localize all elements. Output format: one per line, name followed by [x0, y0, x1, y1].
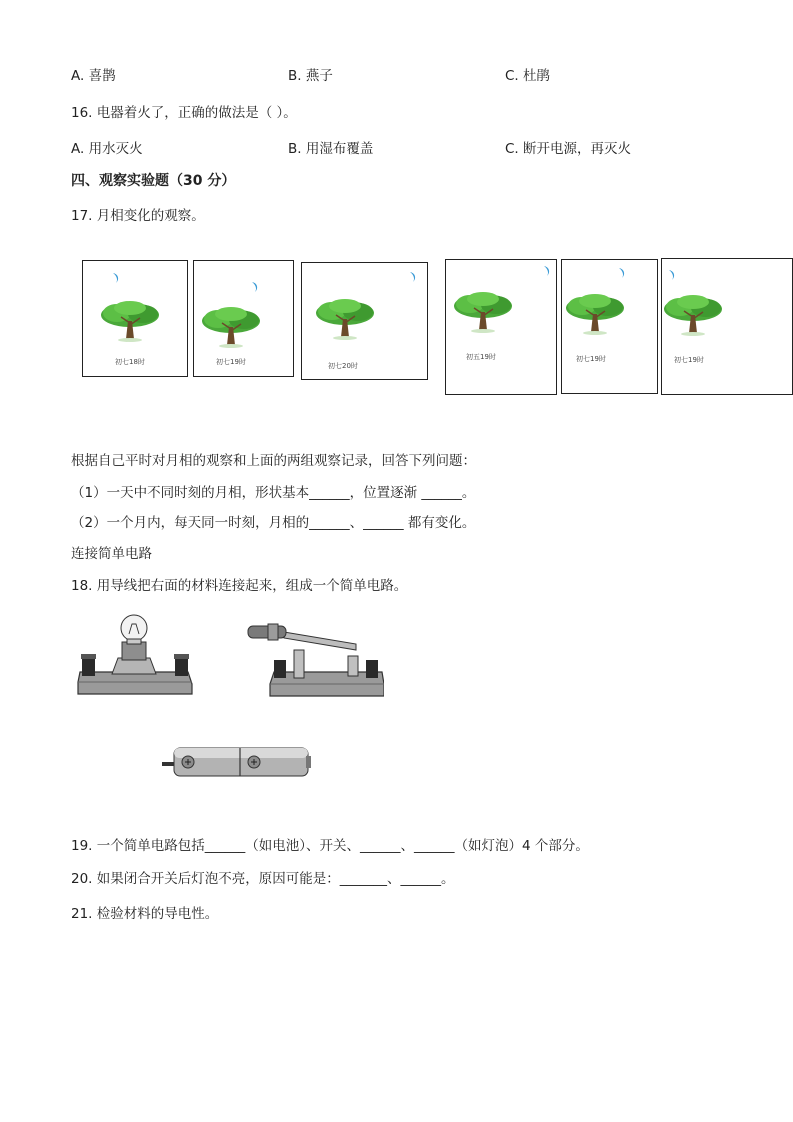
moon-panel	[193, 260, 294, 377]
q17-stem: 17. 月相变化的观察。	[71, 208, 205, 224]
q17-sub1: （1）一天中不同时刻的月相，形状基本______，位置逐渐 ______。	[71, 485, 476, 501]
q15-option-c: C. 杜鹃	[505, 68, 551, 84]
panel-caption: 初七19时	[674, 356, 704, 364]
moon-panel	[82, 260, 188, 377]
panel-caption: 初七19时	[576, 355, 606, 363]
tree-icon	[200, 305, 262, 349]
q21-stem: 21. 检验材料的导电性。	[71, 906, 219, 922]
q15-option-a: A. 喜鹊	[71, 68, 116, 84]
panel-caption: 初七20时	[328, 362, 358, 370]
tree-icon	[662, 293, 724, 337]
moon-panel	[301, 262, 428, 380]
moon-icon	[615, 267, 627, 279]
moon-panel	[561, 259, 658, 394]
tree-icon	[564, 292, 626, 336]
moon-panel	[445, 259, 557, 395]
moon-icon	[248, 281, 260, 293]
switch-icon	[244, 618, 384, 700]
moon-icon	[540, 265, 552, 277]
circuit-heading: 连接简单电路	[71, 546, 152, 562]
bulb-holder-icon	[72, 612, 196, 698]
tree-icon	[314, 297, 376, 341]
battery-icon	[160, 742, 312, 780]
q16-option-a: A. 用水灭火	[71, 141, 143, 157]
q15-option-b: B. 燕子	[288, 68, 333, 84]
q19-stem: 19. 一个简单电路包括______（如电池）、开关、______、______（如灯泡）4 个部分。	[71, 838, 589, 854]
q16-option-c: C. 断开电源，再灭火	[505, 141, 632, 157]
q17-intro: 根据自己平时对月相的观察和上面的两组观察记录，回答下列问题：	[71, 453, 476, 469]
q20-stem: 20. 如果闭合开关后灯泡不亮，原因可能是：_______、______。	[71, 871, 455, 887]
q18-stem: 18. 用导线把右面的材料连接起来，组成一个简单电路。	[71, 578, 408, 594]
panel-caption: 初七18时	[115, 358, 145, 366]
panel-caption: 初七19时	[216, 358, 246, 366]
q17-sub2: （2）一个月内，每天同一时刻，月相的______、______ 都有变化。	[71, 515, 476, 531]
section-title: 四、观察实验题（30 分）	[71, 173, 236, 189]
moon-icon	[109, 272, 121, 284]
panel-caption: 初五19时	[466, 353, 496, 361]
moon-panel	[661, 258, 793, 395]
q16-stem: 16. 电器着火了，正确的做法是（ ）。	[71, 105, 297, 121]
tree-icon	[99, 299, 161, 343]
tree-icon	[452, 290, 514, 334]
moon-icon	[406, 271, 418, 283]
moon-icon	[665, 269, 677, 281]
q16-option-b: B. 用湿布覆盖	[288, 141, 374, 157]
